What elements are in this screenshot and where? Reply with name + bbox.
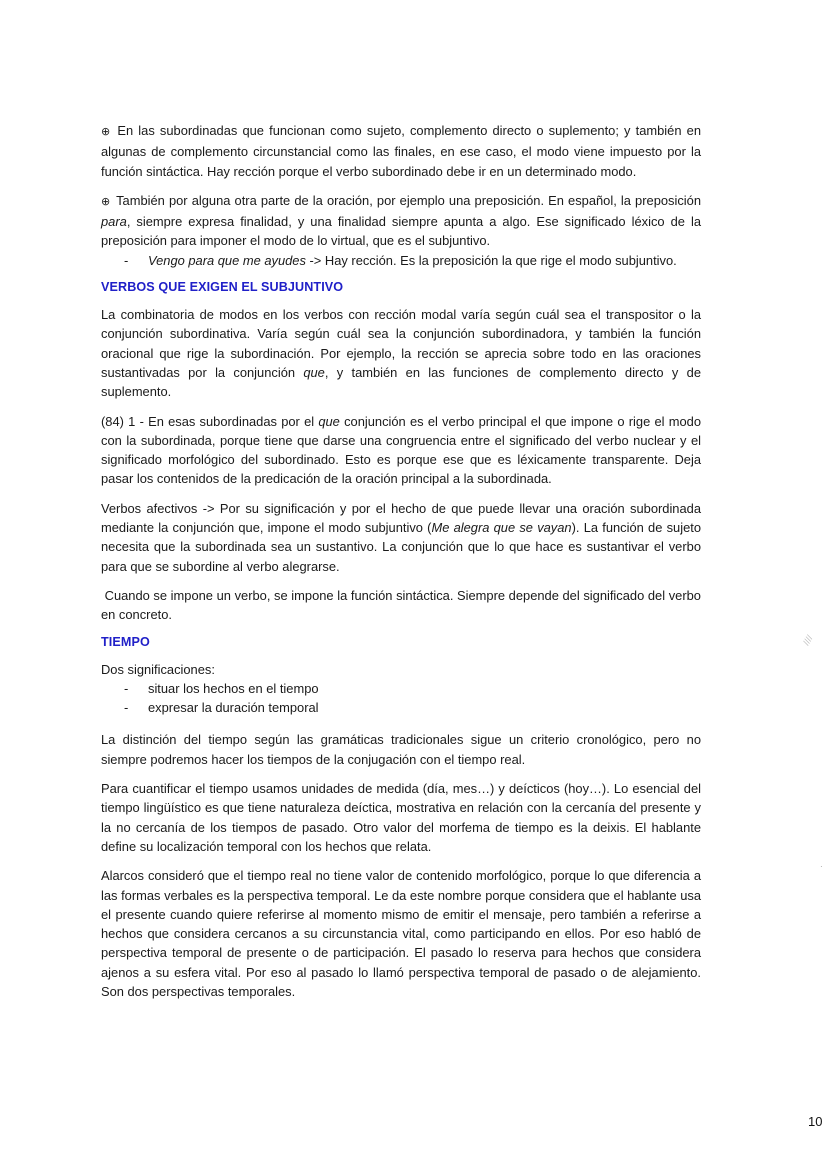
circled-plus-icon: ⊕ (101, 195, 111, 208)
significations-list (101, 679, 701, 718)
example-list (101, 251, 701, 270)
section-heading: TIEMPO (101, 634, 150, 649)
list-item-text: expresar la duración temporal (148, 700, 319, 716)
paragraph-84 (101, 412, 701, 489)
paragraph-text: , siempre expresa finalidad, y una finalidad siempre apunta a algo. Ese significado léxico de la preposición para imponer el modo de lo virtual, que es el subjuntivo. (101, 214, 701, 249)
paragraph-text: La combinatoria de modos en los verbos con rección modal varía según cuál sea el transpositor o la conjunción subordinativa. Varía según cuál sea la conjunción subordinadora, y también la función oracional que rige la subordinación. Por ejemplo, la rección se aprecia sobre todo en las oraciones sustantivadas por la conjunción (101, 307, 701, 380)
paragraph-text: En las subordinadas que funcionan como sujeto, complemento directo o suplemento; y también en algunas de complemento circunstancial como las finales, en ese caso, el modo viene impuesto por la función sintáctica. Hay rección porque el verbo subordinado debe ir en un determinado modo. (101, 123, 701, 179)
example-text: -> Hay rección. Es la preposición la que rige el modo subjuntivo. (305, 252, 677, 268)
scan-artifact: · (820, 862, 823, 871)
paragraph-text: Verbos afectivos -> Por su significación y por el hecho de que puede llevar una oración subordinada mediante la conjunción que, impone el modo subjuntivo ( (101, 500, 701, 536)
paragraph-combinatoria (101, 305, 701, 401)
paragraph-alarcos: Alarcos consideró que el tiempo real no tiene valor de contenido morfológico, porque lo que diferencia a las formas verbales es la perspectiva temporal. Le da este nombre porque considera que el hablante usa el presente cuando quiere referirse al momento mismo de emitir el mensaje, pero también a referirse a hechos que considera cercanos a su circunstancia vital, como participando en ellos. Por eso habló de perspectiva temporal de presente o de participación. El pasado lo reserva para hechos que considera ajenos a su esfera vital. Por eso al pasado lo llamó perspectiva temporal de pasado o de alejamiento. Son dos perspectivas temporales. (101, 868, 701, 999)
paragraph-verbos-afectivos (101, 499, 701, 576)
italic-term: para (101, 214, 127, 230)
paragraph-text: conjunción es el verbo principal el que impone o rige el modo con la subordinada, porque tiene que darse una congruencia entre el significado del verbo nuclear y el significado morfológico del subordinado. Esto es porque ese que es léxicamente transparente. Deja pasar los contenidos de la predicación de la oración principal a la subordinada. (101, 413, 701, 487)
scan-artifact: //// (801, 633, 815, 648)
section-heading: VERBOS QUE EXIGEN EL SUBJUNTIVO (101, 280, 344, 295)
italic-term: que (318, 413, 340, 429)
italic-term: que (303, 364, 325, 380)
paragraph-cuantificar: Para cuantificar el tiempo usamos unidades de medida (día, mes…) y deícticos (hoy…). Lo esencial del tiempo lingüístico es que tiene naturaleza deíctica, mostrativa en relación con la cercanía del presente y la no cercanía de los tiempos de pasado. Otro valor del morfema de tiempo es la deixis. El hablante define su localización temporal con los hechos que relata. (101, 781, 701, 854)
example-italic: Vengo para que me ayudes (148, 252, 306, 268)
dash-marker: - (124, 680, 129, 696)
list-item-text: situar los hechos en el tiempo (148, 680, 319, 696)
paragraph-dos-significaciones: Dos significaciones: (101, 661, 215, 677)
list-item (101, 251, 701, 270)
dash-marker: - (124, 252, 129, 268)
paragraph-text: También por alguna otra parte de la oración, por ejemplo una preposición. En español, la preposición (116, 192, 701, 208)
circled-plus-icon: ⊕ (101, 126, 111, 138)
paragraph-distincion: La distinción del tiempo según las gramáticas tradicionales sigue un criterio cronológico, pero no siempre podremos hacer los tiempos de la conjugación con el tiempo real. (101, 732, 701, 767)
page-number: 10 (808, 1114, 823, 1129)
paragraph-preposicion (101, 191, 701, 251)
document-page (101, 121, 705, 1001)
dash-marker: - (124, 700, 129, 716)
paragraph-text: ). La función de sujeto necesita que la subordinada sea un sustantivo. La conjunción que lo que hace es sustantivar el verbo para que se subordine al verbo alegrarse. (101, 520, 702, 574)
paragraph-subordinadas (101, 121, 701, 181)
paragraph-impone-verbo: Cuando se impone un verbo, se impone la función sintáctica. Siempre depende del significado del verbo en concreto. (101, 587, 705, 623)
italic-term: Me alegra que se vayan (431, 520, 572, 536)
paragraph-text: , y también en las funciones de complemento directo y de suplemento. (101, 364, 701, 400)
paragraph-text: (84) 1 - En esas subordinadas por el (101, 413, 319, 429)
list-item (101, 698, 701, 717)
list-item (101, 679, 701, 698)
